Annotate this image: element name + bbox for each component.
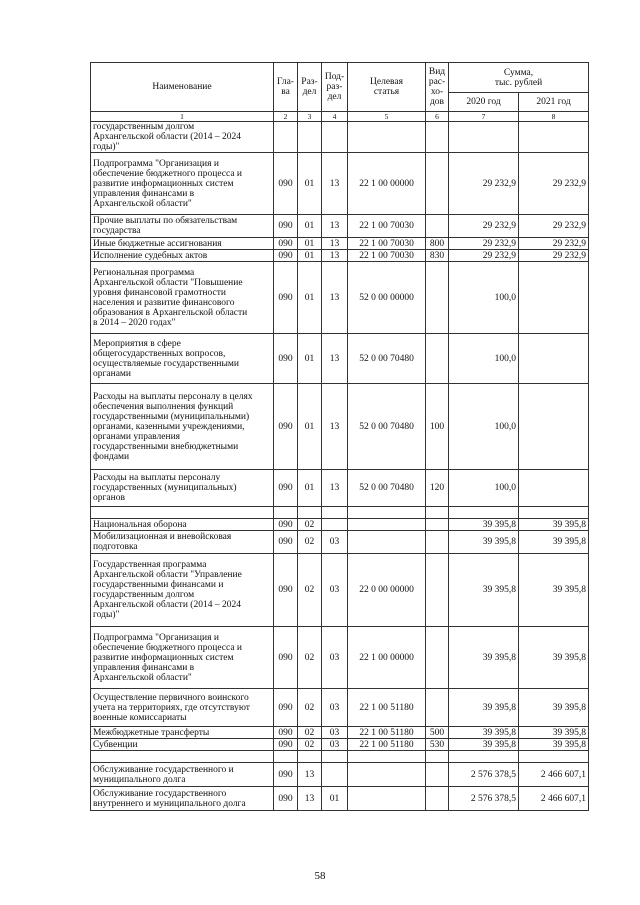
cell-expense-type: 120 <box>426 470 449 507</box>
table-row <box>91 627 589 689</box>
column-index: 3 <box>298 112 322 122</box>
cell-subsection: 13 <box>322 262 348 334</box>
cell-name: Национальная оборона <box>91 519 274 531</box>
cell-name: государственным долгом Архангельской области (2014 – 2024 годы)" <box>91 122 274 153</box>
cell-sum-2020: 39 395,8 <box>449 689 519 727</box>
cell-section: 01 <box>298 153 322 215</box>
cell-sum-2020: 100,0 <box>449 334 519 384</box>
cell-chapter <box>274 507 298 519</box>
cell-name <box>91 507 274 519</box>
cell-target: 22 1 00 70030 <box>348 215 426 238</box>
cell-target: 22 1 00 70030 <box>348 238 426 250</box>
table-row <box>91 787 589 811</box>
cell-sum-2020: 29 232,9 <box>449 238 519 250</box>
cell-name: Обслуживание государственного внутреннего и муниципального долга <box>91 787 274 811</box>
cell-expense-type <box>426 215 449 238</box>
cell-expense-type <box>426 787 449 811</box>
cell-expense-type <box>426 262 449 334</box>
cell-target: 52 0 00 70480 <box>348 384 426 470</box>
cell-name: Прочие выплаты по обязательствам государства <box>91 215 274 238</box>
cell-subsection: 13 <box>322 470 348 507</box>
table-row <box>91 215 589 238</box>
cell-chapter: 090 <box>274 153 298 215</box>
cell-chapter: 090 <box>274 689 298 727</box>
cell-sum-2020: 39 395,8 <box>449 627 519 689</box>
cell-expense-type <box>426 554 449 627</box>
cell-sum-2021: 39 395,8 <box>519 689 589 727</box>
cell-sum-2021: 39 395,8 <box>519 727 589 739</box>
header-chapter: Гла- ва <box>274 63 298 112</box>
cell-sum-2021 <box>519 507 589 519</box>
spacer-row <box>91 751 589 763</box>
cell-section: 02 <box>298 554 322 627</box>
column-index: 2 <box>274 112 298 122</box>
cell-section <box>298 751 322 763</box>
cell-target: 22 1 00 51180 <box>348 739 426 751</box>
cell-name: Мобилизационная и вневойсковая подготовка <box>91 531 274 554</box>
cell-subsection: 13 <box>322 238 348 250</box>
column-index: 8 <box>519 112 589 122</box>
cell-sum-2020: 2 576 378,5 <box>449 787 519 811</box>
cell-expense-type <box>426 334 449 384</box>
cell-subsection: 03 <box>322 739 348 751</box>
cell-subsection: 13 <box>322 215 348 238</box>
cell-sum-2020: 39 395,8 <box>449 739 519 751</box>
cell-sum-2020: 29 232,9 <box>449 215 519 238</box>
cell-chapter: 090 <box>274 250 298 262</box>
cell-subsection <box>322 519 348 531</box>
column-index: 7 <box>449 112 519 122</box>
cell-sum-2021 <box>519 122 589 153</box>
table-row <box>91 334 589 384</box>
cell-name: Подпрограмма "Организация и обеспечение бюджетного процесса и развитие информационных систем управления финансами в Архангельской области" <box>91 627 274 689</box>
table-body <box>91 122 589 811</box>
cell-sum-2021: 2 466 607,1 <box>519 787 589 811</box>
cell-chapter: 090 <box>274 627 298 689</box>
cell-section: 02 <box>298 689 322 727</box>
cell-chapter: 090 <box>274 519 298 531</box>
cell-section: 02 <box>298 739 322 751</box>
cell-section: 13 <box>298 763 322 787</box>
cell-sum-2020: 100,0 <box>449 470 519 507</box>
cell-chapter <box>274 751 298 763</box>
cell-subsection: 13 <box>322 153 348 215</box>
cell-sum-2020: 2 576 378,5 <box>449 763 519 787</box>
cell-section: 01 <box>298 250 322 262</box>
cell-subsection <box>322 507 348 519</box>
table-row <box>91 519 589 531</box>
cell-target <box>348 507 426 519</box>
cell-subsection <box>322 763 348 787</box>
cell-section: 01 <box>298 262 322 334</box>
cell-sum-2021: 29 232,9 <box>519 238 589 250</box>
cell-sum-2021: 29 232,9 <box>519 153 589 215</box>
cell-chapter: 090 <box>274 739 298 751</box>
cell-target: 22 0 00 00000 <box>348 554 426 627</box>
cell-name: Мероприятия в сфере общегосударственных вопросов, осуществляемые государственными органами <box>91 334 274 384</box>
cell-sum-2020 <box>449 751 519 763</box>
cell-target: 22 1 00 00000 <box>348 153 426 215</box>
table-row <box>91 384 589 470</box>
cell-name: Обслуживание государственного и муниципального долга <box>91 763 274 787</box>
table-row <box>91 153 589 215</box>
table-row <box>91 250 589 262</box>
column-index-row <box>91 112 589 122</box>
header-year-2020: 2020 год <box>449 93 519 112</box>
header-year-2021: 2021 год <box>519 93 589 112</box>
cell-section: 02 <box>298 627 322 689</box>
column-index: 1 <box>91 112 274 122</box>
cell-expense-type: 500 <box>426 727 449 739</box>
cell-sum-2021: 39 395,8 <box>519 627 589 689</box>
cell-sum-2021: 39 395,8 <box>519 531 589 554</box>
cell-chapter: 090 <box>274 763 298 787</box>
cell-sum-2020: 39 395,8 <box>449 727 519 739</box>
cell-sum-2020: 39 395,8 <box>449 531 519 554</box>
cell-section <box>298 507 322 519</box>
table-row <box>91 739 589 751</box>
cell-chapter: 090 <box>274 470 298 507</box>
cell-chapter: 090 <box>274 531 298 554</box>
cell-subsection <box>322 751 348 763</box>
cell-subsection: 13 <box>322 334 348 384</box>
cell-chapter: 090 <box>274 334 298 384</box>
table-header <box>91 63 589 122</box>
cell-sum-2020: 39 395,8 <box>449 519 519 531</box>
cell-sum-2020: 100,0 <box>449 384 519 470</box>
cell-sum-2021 <box>519 470 589 507</box>
cell-target <box>348 531 426 554</box>
cell-section: 01 <box>298 334 322 384</box>
cell-subsection <box>322 122 348 153</box>
cell-chapter: 090 <box>274 787 298 811</box>
cell-name: Подпрограмма "Организация и обеспечение бюджетного процесса и развитие информационных систем управления финансами в Архангельской области" <box>91 153 274 215</box>
cell-section: 01 <box>298 215 322 238</box>
cell-sum-2020 <box>449 507 519 519</box>
spacer-row <box>91 507 589 519</box>
cell-sum-2021: 39 395,8 <box>519 739 589 751</box>
cell-expense-type <box>426 507 449 519</box>
cell-name: Иные бюджетные ассигнования <box>91 238 274 250</box>
cell-expense-type <box>426 519 449 531</box>
cell-target: 22 1 00 51180 <box>348 727 426 739</box>
cell-expense-type <box>426 689 449 727</box>
table-row <box>91 122 589 153</box>
header-subsection: Под- раз- дел <box>322 63 348 112</box>
table-row <box>91 470 589 507</box>
cell-target <box>348 787 426 811</box>
cell-name: Расходы на выплаты персоналу в целях обеспечения выполнения функций государственными (муниципальными) органами, казенными учреждениями, органами управления государственными внебюджетными фондами <box>91 384 274 470</box>
cell-section: 01 <box>298 238 322 250</box>
cell-sum-2021: 29 232,9 <box>519 250 589 262</box>
cell-subsection: 13 <box>322 250 348 262</box>
cell-sum-2021 <box>519 384 589 470</box>
cell-chapter: 090 <box>274 384 298 470</box>
cell-target: 52 0 00 70480 <box>348 334 426 384</box>
cell-expense-type <box>426 763 449 787</box>
cell-target <box>348 751 426 763</box>
cell-chapter: 090 <box>274 554 298 627</box>
cell-sum-2020: 39 395,8 <box>449 554 519 627</box>
column-index: 4 <box>322 112 348 122</box>
cell-expense-type: 800 <box>426 238 449 250</box>
cell-chapter: 090 <box>274 215 298 238</box>
cell-section: 02 <box>298 727 322 739</box>
cell-target <box>348 519 426 531</box>
cell-sum-2021 <box>519 262 589 334</box>
cell-section: 01 <box>298 384 322 470</box>
cell-section: 01 <box>298 470 322 507</box>
cell-target: 22 1 00 70030 <box>348 250 426 262</box>
cell-target: 22 1 00 51180 <box>348 689 426 727</box>
cell-section: 02 <box>298 519 322 531</box>
table-row <box>91 727 589 739</box>
cell-target: 22 1 00 00000 <box>348 627 426 689</box>
cell-subsection: 03 <box>322 531 348 554</box>
cell-target <box>348 122 426 153</box>
cell-subsection: 13 <box>322 384 348 470</box>
cell-sum-2021: 39 395,8 <box>519 519 589 531</box>
cell-subsection: 03 <box>322 689 348 727</box>
cell-subsection: 03 <box>322 727 348 739</box>
cell-name: Государственная программа Архангельской области "Управление государственными финансами и государственным долгом Архангельской области (2014 – 2024 годы)" <box>91 554 274 627</box>
cell-sum-2020: 100,0 <box>449 262 519 334</box>
budget-table <box>90 62 589 811</box>
cell-target <box>348 763 426 787</box>
header-expense-type: Вид рас- хо- дов <box>426 63 449 112</box>
cell-sum-2021: 29 232,9 <box>519 215 589 238</box>
cell-chapter <box>274 122 298 153</box>
cell-sum-2021: 2 466 607,1 <box>519 763 589 787</box>
cell-expense-type <box>426 751 449 763</box>
table-row <box>91 531 589 554</box>
cell-name: Осуществление первичного воинского учета на территориях, где отсутствуют военные комиссариаты <box>91 689 274 727</box>
cell-expense-type <box>426 531 449 554</box>
cell-name: Межбюджетные трансферты <box>91 727 274 739</box>
cell-sum-2020: 29 232,9 <box>449 250 519 262</box>
table-row <box>91 554 589 627</box>
table-row <box>91 689 589 727</box>
table-row <box>91 238 589 250</box>
header-sum: Сумма, тыс. рублей <box>449 63 589 93</box>
cell-subsection: 01 <box>322 787 348 811</box>
header-section: Раз- дел <box>298 63 322 112</box>
cell-section <box>298 122 322 153</box>
column-index: 6 <box>426 112 449 122</box>
cell-chapter: 090 <box>274 727 298 739</box>
cell-expense-type <box>426 153 449 215</box>
cell-section: 13 <box>298 787 322 811</box>
header-target: Целевая статья <box>348 63 426 112</box>
cell-expense-type: 830 <box>426 250 449 262</box>
cell-target: 52 0 00 70480 <box>348 470 426 507</box>
header-name: Наименование <box>91 63 274 112</box>
table-row <box>91 262 589 334</box>
table-row <box>91 763 589 787</box>
cell-name <box>91 751 274 763</box>
cell-subsection: 03 <box>322 554 348 627</box>
cell-section: 02 <box>298 531 322 554</box>
cell-name: Расходы на выплаты персоналу государственных (муниципальных) органов <box>91 470 274 507</box>
cell-sum-2021 <box>519 751 589 763</box>
cell-name: Региональная программа Архангельской области "Повышение уровня финансовой грамотности населения и развитие финансового образования в Архангельской области в 2014 – 2020 годах" <box>91 262 274 334</box>
cell-chapter: 090 <box>274 262 298 334</box>
cell-chapter: 090 <box>274 238 298 250</box>
cell-name: Субвенции <box>91 739 274 751</box>
cell-expense-type: 100 <box>426 384 449 470</box>
cell-sum-2020: 29 232,9 <box>449 153 519 215</box>
cell-sum-2020 <box>449 122 519 153</box>
cell-name: Исполнение судебных актов <box>91 250 274 262</box>
cell-subsection: 03 <box>322 627 348 689</box>
cell-expense-type <box>426 627 449 689</box>
cell-sum-2021 <box>519 334 589 384</box>
cell-sum-2021: 39 395,8 <box>519 554 589 627</box>
cell-expense-type: 530 <box>426 739 449 751</box>
column-index: 5 <box>348 112 426 122</box>
page-number: 58 <box>314 870 326 882</box>
cell-target: 52 0 00 00000 <box>348 262 426 334</box>
cell-expense-type <box>426 122 449 153</box>
